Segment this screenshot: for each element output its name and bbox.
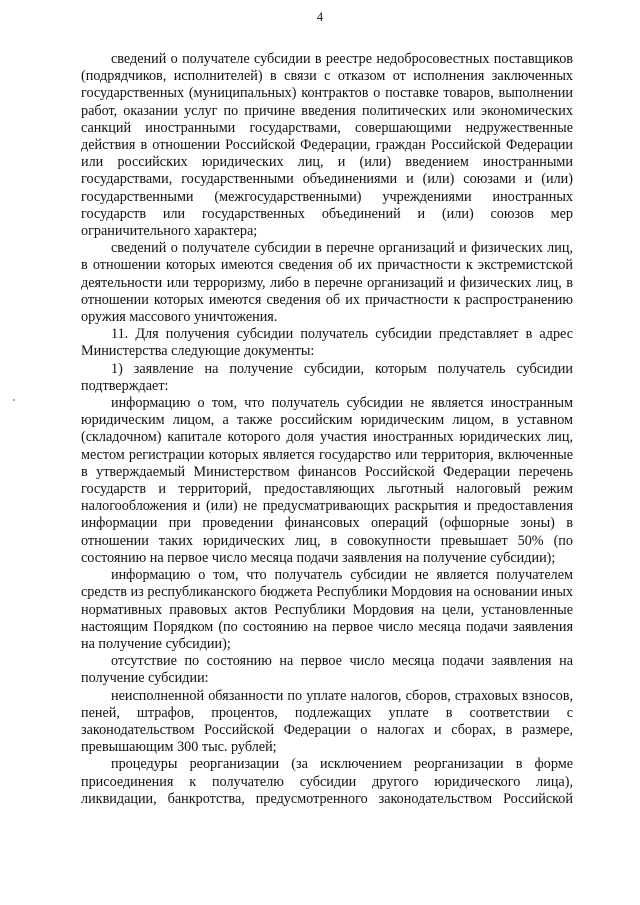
paragraph-foreign-entity-info: информацию о том, что получатель субсидии не является иностранным юридическим лицом, а также российским юридическим лицом, в уставном (складочном) капитале которого доля участия иностранных юридических лиц, местом регистрации которых является государство или территория, включенные в утверждаемый Министерством финансов Российской Федерации перечень государств и территорий, предоставляющих льготный налоговый режим налогообложения и (или) не предусматривающих раскрытия и предоставления информации при проведении финансовых операций (офшорные зоны) в отношении таких юридических лиц, в совокупности превышает 50% (по состоянию на первое число месяца подачи заявления на получение субсидии); (81, 395, 573, 566)
paragraph-absence-of: отсутствие по состоянию на первое число месяца подачи заявления на получение субсидии: (81, 653, 573, 687)
paragraph-budget-funds-info: информацию о том, что получатель субсидии не является получателем средств из республиканского бюджета Республики Мордовия на основании иных нормативных правовых актов Республики Мордовия на цели, установленные настоящим Порядком (по состоянию на первое число месяца подачи заявления на получение субсидии); (81, 567, 573, 652)
paragraph-clause-11: 11. Для получения субсидии получатель субсидии представляет в адрес Министерства следующие документы: (81, 326, 573, 360)
document-body (81, 51, 573, 808)
paragraph-application-item-1: 1) заявление на получение субсидии, которым получатель субсидии подтверждает: (81, 360, 573, 394)
paragraph-tax-obligations: неисполненной обязанности по уплате налогов, сборов, страховых взносов, пеней, штрафов, процентов, подлежащих уплате в соответствии с законодательством Российской Федерации о налогах и сборах, в размере, превышающим 300 тыс. рублей; (81, 687, 573, 756)
paragraph-registry-unscrupulous-suppliers: сведений о получателе субсидии в реестре недобросовестных поставщиков (подрядчиков, исполнителей) в связи с отказом от исполнения заключенных государственных (муниципальных) контрактов о поставке товаров, выполнении работ, оказании услуг по причине введения политических или экономических санкций иностранными государствами, совершающими недружественные действия в отношении Российской Федерации, граждан Российской Федерации или российских юридических лиц, и (или) введением иностранными государствами, государственными объединениями и (или) союзами и (или) государственными (межгосударственными) учреждениями иностранных государств или государственных объединений и (или) союзов мер ограничительного характера; (81, 51, 573, 240)
page-number: 4 (316, 10, 324, 24)
scan-speck (13, 399, 15, 401)
paragraph-extremism-list: сведений о получателе субсидии в перечне организаций и физических лиц, в отношении которых имеются сведения об их причастности к экстремистской деятельности или терроризму, либо в перечне организаций и физических лиц, в отношении которых имеются сведения об их причастности к распространению оружия массового уничтожения. (81, 240, 573, 326)
paragraph-reorganization: процедуры реорганизации (за исключением реорганизации в форме присоединения к получателю субсидии другого юридического лица), ликвидации, банкротства, предусмотренного законодательством Российской (81, 756, 573, 807)
